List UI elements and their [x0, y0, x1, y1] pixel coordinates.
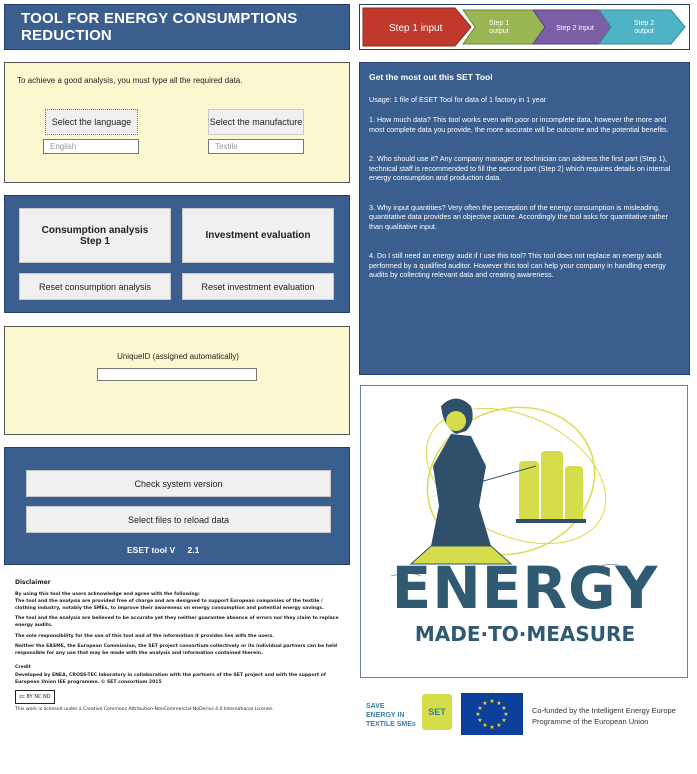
consumption-analysis-step: Step 1	[79, 235, 110, 247]
info-q3: 3. Why input quantities? Very often the perception of the energy consumption is misleading, quantitative data provides an objective picture. Accordingly the tool asks for quantitative rather than qualitative input.	[369, 202, 668, 231]
svg-text:★: ★	[475, 711, 481, 718]
info-q4: 4. Do I still need an energy audit if I use this tool? This tool does not replace an energy audit performed by a qualified auditor. However this tool can help your company in handling energy audits by collecting relevant data and creating awareness.	[369, 251, 666, 279]
step2-output-arrow[interactable]	[599, 10, 685, 44]
version-text: ESET tool V	[127, 545, 176, 555]
page-title	[4, 4, 350, 50]
version-label	[127, 545, 199, 555]
svg-text:★: ★	[489, 724, 495, 731]
svg-text:★: ★	[489, 698, 495, 705]
info-usage: Usage: 1 file of ESET Tool for data of 1 factory in 1 year	[369, 94, 547, 104]
credit-title: Credit	[15, 665, 31, 671]
step2-output-label: Step 2 output	[633, 20, 655, 35]
set-logo-line3: TEXTILE SMEs	[366, 721, 416, 728]
cofund-line1: Co-funded by the Intelligent Energy Europe	[532, 706, 676, 715]
info-panel	[359, 62, 690, 375]
set-logo-line2: ENERGY IN	[366, 712, 405, 719]
svg-text:★: ★	[501, 705, 507, 712]
page-title-text: TOOL FOR ENERGY CONSUMPTIONS REDUCTION	[21, 10, 298, 44]
poster-title: ENERGY	[391, 554, 659, 622]
check-version-button[interactable]: Check system version	[26, 470, 331, 497]
info-q2: 2. Who should use it? Any company manager or technician can address the first part (Step 1), technical staff is recommended to fill the second part (Step 2) which requires details on internal energy consumption and production data.	[369, 154, 671, 182]
credit-text: Developed by ENEA, CROSS-TEC laboratory in collaboration with the partners of the SET project and with the support of European Union IEE programme. © SET consortium 2015	[15, 672, 326, 685]
eu-flag-icon	[461, 693, 523, 735]
step1-input-label: Step 1 input	[389, 23, 443, 34]
disclaimer-p2: The tool and the analysis are provided free of charge and are designed to support European companies of the textile / clothing industry, notably the SMEs, to improve their awareness on energy consumption and potential energy savings.	[15, 599, 324, 611]
info-title: Get the most out this SET Tool	[369, 72, 493, 82]
svg-text:★: ★	[477, 705, 483, 712]
reset-investment-button[interactable]: Reset investment evaluation	[182, 273, 334, 300]
analysis-panel	[4, 195, 350, 313]
manufacture-field[interactable]: Textile	[208, 139, 304, 154]
svg-text:★: ★	[501, 717, 507, 724]
cofund-line2: Programme of the European Union	[532, 717, 649, 726]
set-logo-badge: SET	[422, 694, 452, 730]
step2-input-label: Step 2 Input	[556, 25, 594, 32]
unique-id-field[interactable]	[97, 368, 257, 381]
reset-consumption-button[interactable]: Reset consumption analysis	[19, 273, 171, 300]
svg-text:★: ★	[477, 717, 483, 724]
svg-text:★: ★	[482, 700, 488, 707]
select-manufacture-button[interactable]: Select the manufacture	[208, 109, 304, 135]
disclaimer-p1: By using this tool the users acknowledge and agree with the following:	[15, 591, 200, 597]
step1-output-label: Step 1 output	[488, 20, 510, 35]
disclaimer-title: Disclaimer	[15, 579, 51, 586]
svg-text:★: ★	[503, 711, 509, 718]
disclaimer	[15, 580, 345, 718]
consumption-analysis-button[interactable]	[19, 208, 171, 263]
investment-evaluation-button[interactable]: Investment evaluation	[182, 208, 334, 263]
disclaimer-p4: The sole responsibility for the use of this tool and of the information it provides lies with the users.	[15, 633, 275, 639]
poster-image	[360, 385, 688, 678]
disclaimer-p3: The tool and the analysis are believed to be accurate yet they neither guarantee absence of errors nor they claim to replace energy audits.	[15, 616, 339, 628]
consumption-analysis-label: Consumption analysis	[41, 224, 149, 236]
step-navigation	[359, 4, 690, 50]
reload-data-button[interactable]: Select files to reload data	[26, 506, 331, 533]
set-logo-line1: SAVE	[366, 703, 385, 710]
svg-text:★: ★	[482, 722, 488, 729]
info-q1: 1. How much data? This tool works even with poor or incomplete data, however the more and most complete data you provide, the more accurate will be outcome and the potential benefits.	[369, 115, 669, 134]
setup-instruction: To achieve a good analysis, you must type all the required data.	[17, 76, 243, 85]
unique-id-panel	[4, 326, 350, 435]
unique-id-label: UniqueID (assigned automatically)	[117, 352, 239, 361]
setup-panel	[4, 62, 350, 183]
set-logo	[364, 690, 454, 740]
svg-text:★: ★	[496, 722, 502, 729]
select-language-button[interactable]: Select the language	[45, 109, 138, 135]
license-text: This work is licensed under a Creative Commons Attribution-NonCommercial-NoDerivs 4.0 International License.	[15, 707, 274, 713]
disclaimer-p5: Neither the EASME, the European Commission, the SET project consortium collectively or its individual partners can be held responsible for any use that may be made with the analysis and information contained therein.	[15, 644, 338, 656]
poster-subtitle: MADE·TO·MEASURE	[414, 622, 636, 646]
cofund-text	[532, 705, 676, 727]
system-panel	[4, 447, 350, 565]
language-field[interactable]: English	[43, 139, 139, 154]
version-number: 2.1	[187, 545, 200, 555]
cc-license-icon[interactable]: cc BY NC ND	[15, 690, 55, 704]
svg-text:★: ★	[496, 700, 502, 707]
